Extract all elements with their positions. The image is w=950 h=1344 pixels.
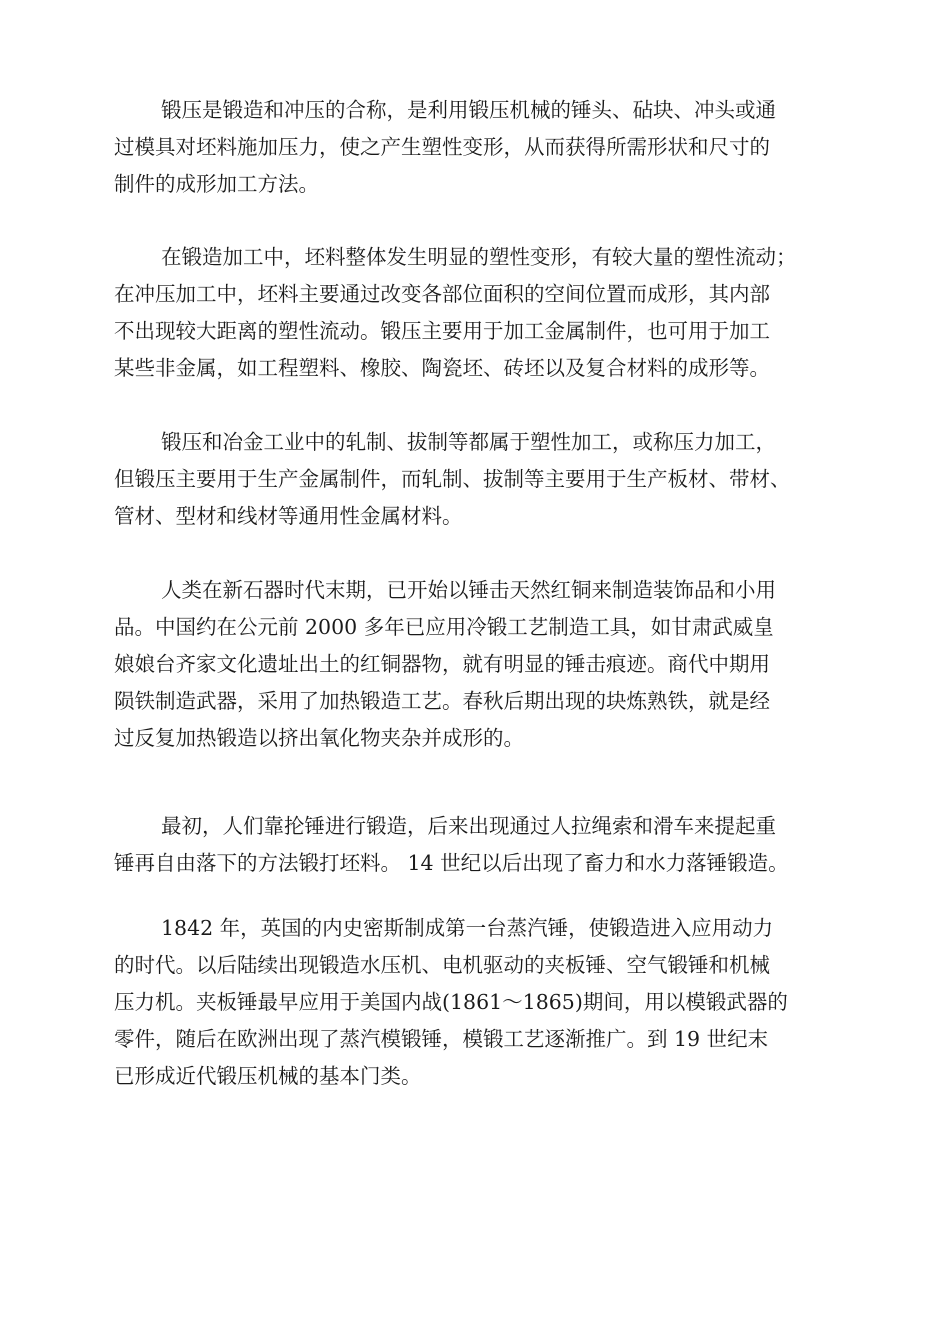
paragraph-line: 压力机。夹板锤最早应用于美国内战(1861～1865)期间，用以模锻武器的	[114, 990, 788, 1014]
paragraph-3	[114, 424, 874, 535]
paragraph-line: 锻压和冶金工业中的轧制、拔制等都属于塑性加工，或称压力加工，	[161, 430, 776, 454]
paragraph-line: 人类在新石器时代末期，已开始以锤击天然红铜来制造装饰品和小用	[161, 578, 776, 602]
paragraph-line: 娘娘台齐家文化遗址出土的红铜器物，就有明显的锤击痕迹。商代中期用	[114, 652, 770, 676]
paragraph-line: 已形成近代锻压机械的基本门类。	[114, 1064, 422, 1088]
paragraph-line: 1842 年，英国的内史密斯制成第一台蒸汽锤，使锻造进入应用动力	[161, 916, 774, 940]
paragraph-4	[114, 572, 874, 757]
paragraph-line: 在锻造加工中，坯料整体发生明显的塑性变形，有较大量的塑性流动；	[161, 245, 797, 269]
paragraph-line: 过反复加热锻造以挤出氧化物夹杂并成形的。	[114, 726, 524, 750]
paragraph-line: 锤再自由落下的方法锻打坯料。 14 世纪以后出现了畜力和水力落锤锻造。	[114, 851, 789, 875]
paragraph-line: 某些非金属，如工程塑料、橡胶、陶瓷坯、砖坯以及复合材料的成形等。	[114, 356, 770, 380]
paragraph-5	[114, 808, 874, 882]
paragraph-line: 但锻压主要用于生产金属制件，而轧制、拔制等主要用于生产板材、带材、	[114, 467, 791, 491]
paragraph-line: 不出现较大距离的塑性流动。锻压主要用于加工金属制件，也可用于加工	[114, 319, 770, 343]
paragraph-line: 陨铁制造武器，采用了加热锻造工艺。春秋后期出现的块炼熟铁，就是经	[114, 689, 770, 713]
paragraph-line: 管材、型材和线材等通用性金属材料。	[114, 504, 463, 528]
paragraph-line: 制件的成形加工方法。	[114, 172, 319, 196]
paragraph-line: 最初，人们靠抡锤进行锻造，后来出现通过人拉绳索和滑车来提起重	[161, 814, 776, 838]
paragraph-6	[114, 910, 874, 1095]
paragraph-line: 的时代。以后陆续出现锻造水压机、电机驱动的夹板锤、空气锻锤和机械	[114, 953, 770, 977]
paragraph-1	[114, 92, 874, 203]
paragraph-line: 零件，随后在欧洲出现了蒸汽模锻锤，模锻工艺逐渐推广。到 19 世纪末	[114, 1027, 769, 1051]
paragraph-line: 锻压是锻造和冲压的合称，是利用锻压机械的锤头、砧块、冲头或通	[161, 98, 776, 122]
paragraph-line: 品。中国约在公元前 2000 多年已应用冷锻工艺制造工具，如甘肃武威皇	[114, 615, 774, 639]
paragraph-2	[114, 239, 874, 387]
paragraph-line: 过模具对坯料施加压力，使之产生塑性变形，从而获得所需形状和尺寸的	[114, 135, 770, 159]
paragraph-line: 在冲压加工中，坯料主要通过改变各部位面积的空间位置而成形，其内部	[114, 282, 770, 306]
